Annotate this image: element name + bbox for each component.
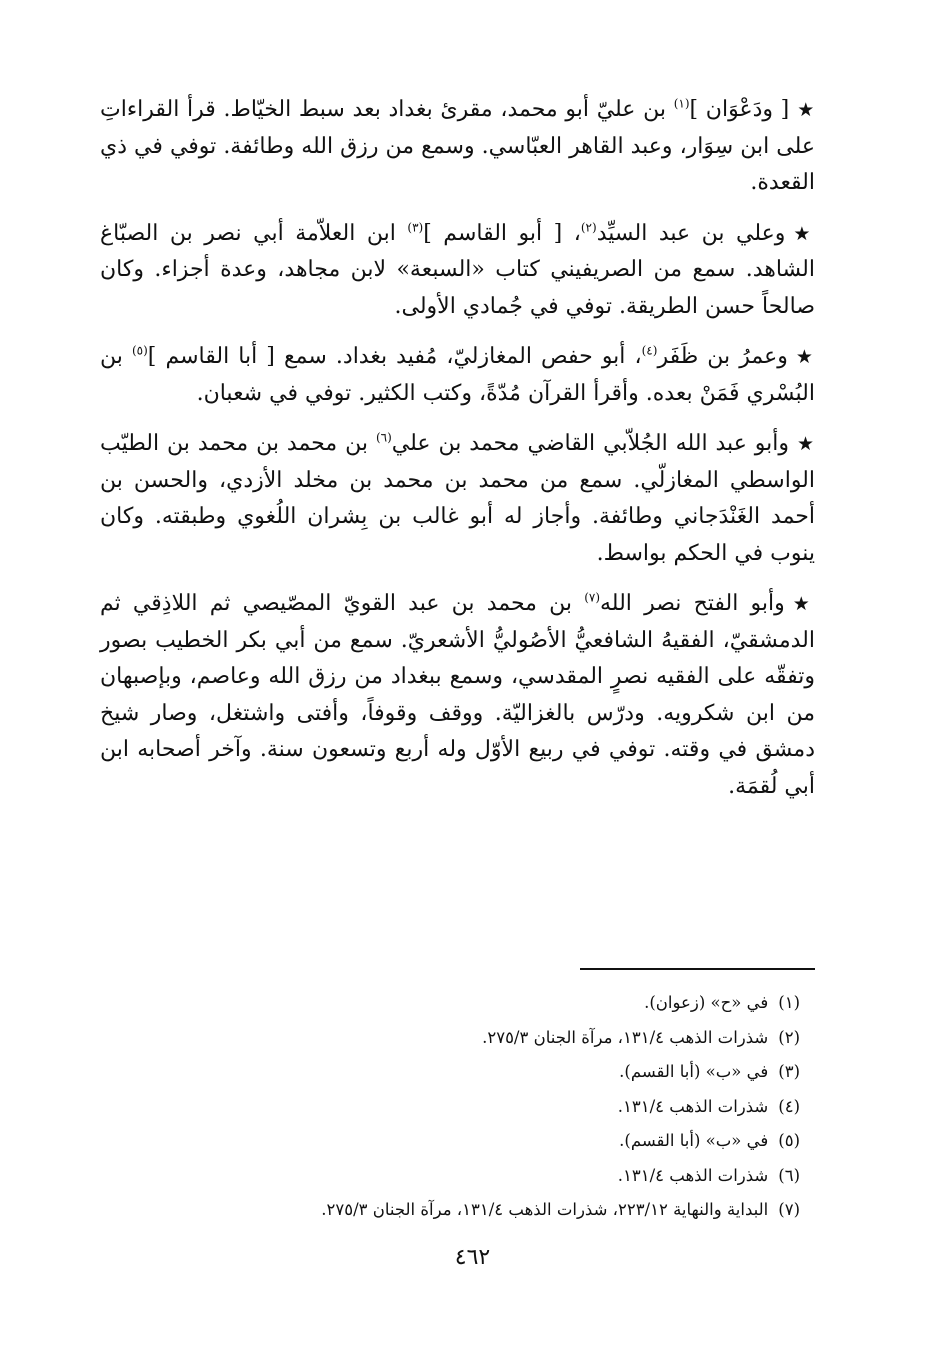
- footnote: [140, 1090, 800, 1125]
- footnote: [140, 1124, 800, 1159]
- star-icon: ★: [793, 222, 815, 245]
- entry-text: ، [ أبو القاسم ]: [423, 220, 581, 246]
- footnote-number: (٢): [778, 1027, 800, 1047]
- entry-text: بن محمد بن عبد القويّ المصّيصي ثم اللاذِقي ثم الدمشقيّ، الفقيهُ الشافعيُّ الأصُوليُّ الأشعريّ. سمع من أبي بكر الخطيب بصور وتفقّه على الفقيه نصرٍ المقدسي، وسمع ببغداد من رزق الله وعاصم، وبإصبهان من ابن شكرويه. ودرّس بالغزاليّة. ووقف وقوفاً، وأفتى واشتغل، وصار شيخ دمشق في وقته. توفي في ربيع الأوّل وله أربع وتسعون سنة. وآخر أصحابه ابن أبي لُقمَة.: [100, 591, 815, 799]
- entry-text: ابن العلاّمة أبي نصر بن الصبّاغ الشاهد. سمع من الصريفيني كتاب «السبعة» لابن مجاهد، وعدة أجزاء. وكان صالحاً حسن الطريقة. توفي في جُمادي الأولى.: [100, 220, 815, 319]
- footnote-number: (٣): [778, 1062, 800, 1081]
- footnote-number: (٥): [778, 1131, 800, 1150]
- entry-text: بن عليّ أبو محمد، مقرئ بغداد بعد سبط الخيّاط. قرأ القراءاتِ على ابن سِوَار، وعبد القاهر العبّاسي. وسمع من رزق الله وطائفة. توفي في ذي القعدة.: [100, 97, 815, 195]
- star-icon: ★: [795, 346, 815, 368]
- biography-entry: [100, 426, 815, 572]
- footnote-ref: (٢): [580, 220, 597, 235]
- footnote-ref: (٥): [131, 343, 148, 358]
- entry-text: وعلي بن عبد السيِّد: [596, 220, 786, 246]
- footnote-number: (١): [778, 993, 800, 1012]
- entry-text: ، أبو حفص المغازليّ، مُفيد بغداد. سمع [ أبا القاسم ]: [147, 344, 642, 369]
- footnote-separator: [580, 968, 815, 970]
- footnote: [140, 1159, 800, 1194]
- footnote-text: في «ب» (أبا القسم).: [619, 1131, 769, 1150]
- entry-text: [ ودَعْوَان ]: [689, 97, 790, 122]
- footnote-ref: (٧): [584, 590, 601, 605]
- footnote-text: شذرات الذهب ١٣١/٤.: [617, 1165, 769, 1185]
- entry-text: وأبو الفتح نصر الله: [600, 591, 785, 616]
- footnote-number: (٤): [778, 1096, 800, 1116]
- footnote: [140, 1021, 800, 1056]
- footnote-ref: (٤): [641, 343, 658, 358]
- footnote-number: (٧): [778, 1200, 800, 1219]
- entry-text: وأبو عبد الله الجُلاّبي القاضي محمد بن علي: [391, 431, 789, 456]
- footnote: [140, 986, 800, 1021]
- footnote-ref: (٦): [375, 430, 392, 445]
- footnote-ref: (١): [673, 96, 690, 111]
- star-icon: ★: [792, 593, 815, 615]
- biography-entry: [100, 586, 815, 805]
- entry-text: بن محمد بن محمد بن الطيّب الواسطي المغازلّي. سمع من محمد بن محمد بن مخلد الأزدي، والحسن بن أحمد الغَنْدَجاني وطائفة. وأجاز له أبو غالب بن بِشران اللُغوي وطبقته. وكان ينوب في الحكم بواسط.: [100, 431, 815, 566]
- star-icon: ★: [797, 99, 815, 121]
- footnote-text: شذرات الذهب ١٣١/٤.: [617, 1096, 769, 1116]
- footnote-text: البداية والنهاية ٢٢٣/١٢، شذرات الذهب ١٣١/٤، مرآة الجنان ٢٧٥/٣.: [321, 1200, 769, 1219]
- footnote-ref: (٣): [407, 220, 424, 235]
- entry-text: وعمرُ بن ظَفَر: [657, 344, 788, 369]
- star-icon: ★: [797, 433, 815, 455]
- footnote-text: شذرات الذهب ١٣١/٤، مرآة الجنان ٢٧٥/٣.: [482, 1027, 769, 1047]
- footnote: [140, 1055, 800, 1090]
- page-number: ٤٦٢: [454, 1245, 491, 1270]
- footnote-number: (٦): [778, 1165, 800, 1185]
- biography-entry: [100, 92, 815, 202]
- footnotes: [140, 986, 800, 1228]
- footnote: [140, 1193, 800, 1228]
- entry-text: بن البُسْري فَمَنْ بعده. وأقرأ القرآن مُدّةً، وكتب الكثير. توفي في شعبان.: [100, 344, 815, 406]
- biography-entry: [100, 216, 815, 326]
- main-text: [100, 92, 815, 819]
- biography-entry: [100, 339, 815, 412]
- footnote-text: في «ب» (أبا القسم).: [619, 1062, 769, 1081]
- footnote-text: في «ح» (زعوان).: [644, 993, 769, 1012]
